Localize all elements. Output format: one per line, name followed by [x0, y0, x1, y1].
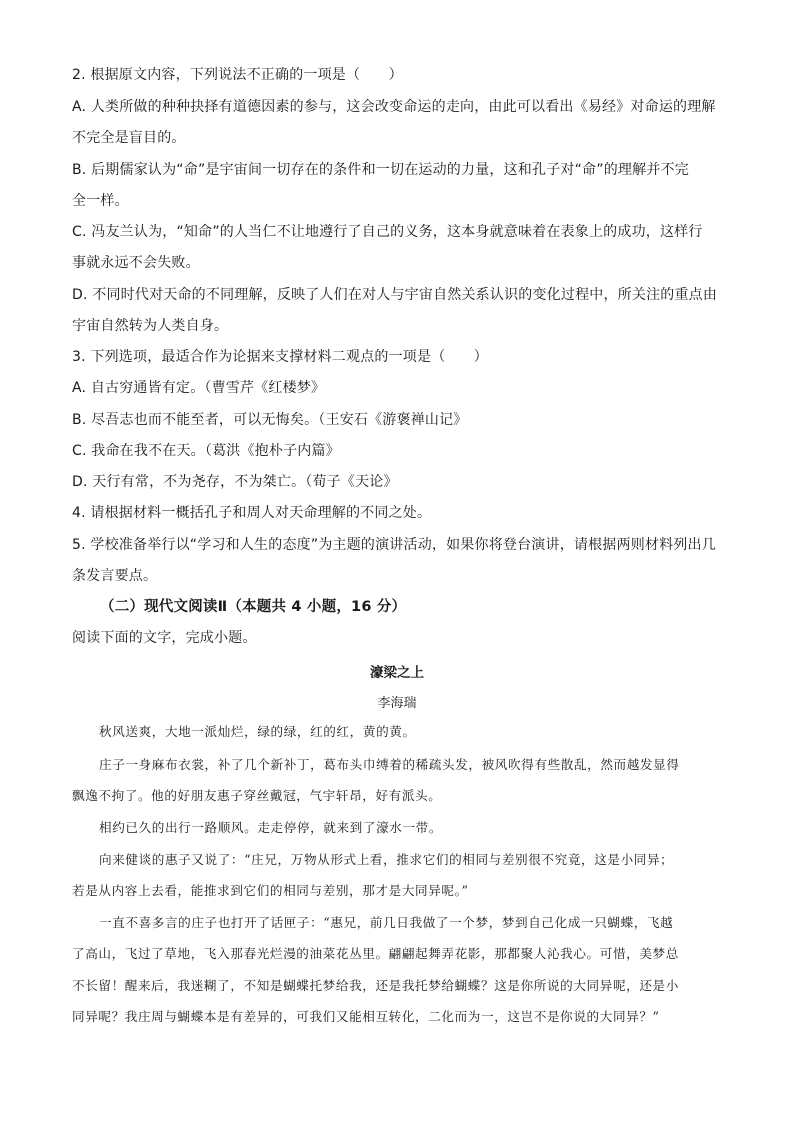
option-2a-line-2: 不完全是盲目的。 [72, 130, 186, 146]
question-5-line-1: 5. 学校准备举行以“学习和人生的态度”为主题的演讲活动，如果你将登台演讲，请根据两则材料列出几 [72, 537, 716, 553]
question-3-stem: 3. 下列选项，最适合作为论据来支撑材料二观点的一项是（ ） [72, 349, 489, 365]
section-heading: （二）现代文阅读Ⅱ（本题共 4 小题，16 分） [100, 599, 407, 615]
question-5-line-2: 条发言要点。 [72, 568, 158, 584]
story-paragraph-5-line-1: 一直不喜多言的庄子也打开了话匣子：“惠兄，前几日我做了一个梦，梦到自己化成一只蝴蝶，飞越 [99, 915, 674, 930]
option-3d: D. 天行有常，不为尧存，不为桀亡。（荀子《天论》 [72, 474, 398, 490]
story-title: 濠梁之上 [370, 665, 424, 681]
reading-instruction: 阅读下面的文字，完成小题。 [72, 630, 257, 646]
option-3c: C. 我命在我不在天。（葛洪《抱朴子内篇》 [72, 443, 340, 459]
option-2c-line-2: 事就永远不会失败。 [72, 255, 200, 271]
question-2-stem: 2. 根据原文内容，下列说法不正确的一项是（ ） [72, 67, 403, 83]
story-paragraph-4-line-2: 若是从内容上去看，能推求到它们的相同与差别，那才是大同异呢。” [72, 883, 469, 898]
story-paragraph-3: 相约已久的出行一路顺风。走走停停，就来到了濠水一带。 [99, 820, 443, 835]
story-paragraph-5-line-4: 同异呢？我庄周与蝴蝶本是有差异的，可我们又能相互转化，二化而为一，这岂不是你说的大同异？” [72, 1009, 660, 1024]
option-2b-line-2: 全一样。 [72, 193, 129, 209]
option-2d-line-2: 宇宙自然转为人类自身。 [72, 318, 229, 334]
option-2d-line-1: D. 不同时代对天命的不同理解，反映了人们在对人与宇宙自然关系认识的变化过程中，所关注的重点由 [72, 287, 718, 303]
question-4: 4. 请根据材料一概括孔子和周人对天命理解的不同之处。 [72, 505, 432, 521]
option-2a-line-1: A. 人类所做的种种抉择有道德因素的参与，这会改变命运的走向，由此可以看出《易经》对命运的理解 [72, 99, 716, 115]
story-paragraph-4-line-1: 向来健谈的惠子又说了：“庄兄，万物从形式上看，推求它们的相同与差别很不究竟，这是小同异； [99, 852, 674, 867]
story-paragraph-2-line-2: 飘逸不拘了。他的好朋友惠子穿丝戴冠，气宇轩昂，好有派头。 [72, 788, 442, 803]
story-paragraph-5-line-2: 了高山，飞过了草地，飞入那春光烂漫的油菜花丛里。翩翩起舞弄花影，那都聚人沁我心。可惜，美梦总 [72, 946, 679, 961]
option-3a: A. 自古穷通皆有定。（曹雪芹《红楼梦》 [72, 380, 326, 396]
story-paragraph-1: 秋风送爽，大地一派灿烂，绿的绿，红的红，黄的黄。 [99, 724, 416, 739]
option-3b: B. 尽吾志也而不能至者，可以无悔矣。（王安石《游褒禅山记》 [72, 412, 468, 428]
option-2b-line-1: B. 后期儒家认为“命”是宇宙间一切存在的条件和一切在运动的力量，这和孔子对“命”的理解并不完 [72, 162, 689, 178]
option-2c-line-1: C. 冯友兰认为，“知命”的人当仁不让地遵行了自己的义务，这本身就意味着在表象上的成功，这样行 [72, 224, 703, 240]
story-paragraph-2-line-1: 庄子一身麻布衣裳，补了几个新补丁，葛布头巾缚着的稀疏头发，被风吹得有些散乱，然而越发显得 [99, 757, 680, 772]
story-author: 李海瑞 [377, 696, 417, 711]
story-paragraph-5-line-3: 不长留！醒来后，我迷糊了，不知是蝴蝶托梦给我，还是我托梦给蝴蝶？这是你所说的大同异呢，还是小 [72, 978, 679, 993]
